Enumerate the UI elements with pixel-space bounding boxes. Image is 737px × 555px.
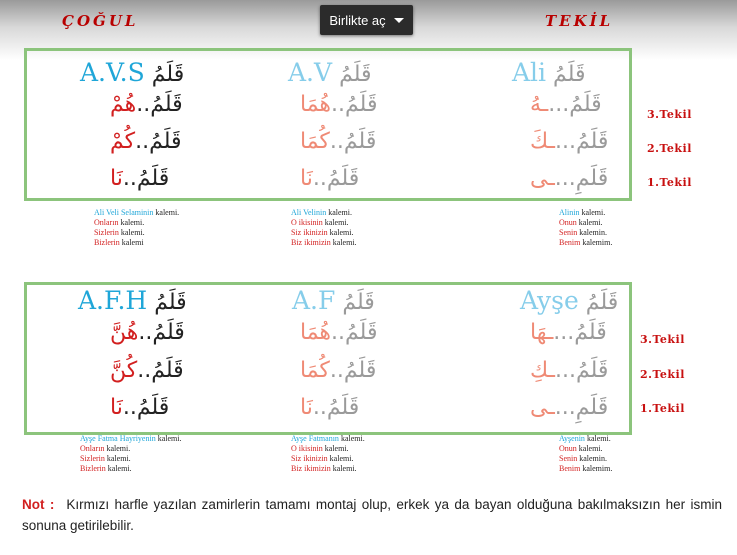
fem-plural-gloss: Ayşe Fatma Hayriyenin kalemi. Onların kalemi. Sizlerin kalemi. Bizlerin kalemi. (80, 434, 182, 473)
open-with-button[interactable] (320, 5, 413, 35)
masc-singular-row-3: قَلَمِ...ـى (530, 166, 609, 191)
masc-plural-row-1: قَلَمُ..هُمْ (110, 92, 183, 117)
masc-plural-head-word: قَلَمُ (151, 62, 185, 87)
fem-singular-gloss: Ayşenin kalemi. Onun kalemi. Senin kalemin. Benim kalemim. (559, 434, 613, 473)
pronoun-suffix: كُنَّ (110, 358, 138, 383)
masc-dual-head: A.V قَلَمُ (288, 58, 372, 87)
fem-singular-label: Ayşe (520, 286, 579, 315)
fem-plural-row-1: قَلَمُ..هُنَّ (110, 320, 185, 345)
fem-dual-head: A.F قَلَمُ (292, 286, 375, 315)
masc-plural-row-2: قَلَمُ..كُمْ (110, 129, 182, 154)
fem-plural-row-2: قَلَمُ..كُنَّ (110, 358, 184, 383)
plural-header: ÇOĞUL (62, 12, 139, 30)
masc-plural-row-3: قَلَمُ..نَا (110, 166, 170, 191)
fem-person-label-3: 3.Tekil (640, 333, 685, 346)
pronoun-suffix: كُمْ (110, 129, 136, 154)
note-paragraph (22, 494, 722, 536)
fem-dual-row-2: قَلَمُ..كُمَا (300, 358, 377, 383)
masc-dual-gloss: Ali Velinin kalemi. O ikisinin kalemi. Siz ikinizin kalemi. Biz ikimizin kalemi. (291, 208, 357, 247)
chevron-down-icon (394, 18, 404, 23)
fem-dual-gloss: Ayşe Fatmanın kalemi. O ikisinin kalemi. Siz ikinizin kalemi. Biz ikimizin kalemi. (291, 434, 365, 473)
person-label-2: 2.Tekil (647, 142, 692, 155)
open-with-label: Birlikte aç (329, 12, 386, 28)
masc-plural-head (80, 58, 184, 87)
fem-singular-row-1: قَلَمُ...ـهَا (530, 320, 607, 345)
masc-singular-head: Ali قَلَمُ (512, 58, 586, 87)
note-text: Kırmızı harfle yazılan zamirlerin tamamı montaj olup, erkek ya da bayan olduğuna bakılmaksızın her ismin sonuna getirilebilir. (22, 497, 722, 533)
masc-singular-row-1: قَلَمُ...ـهُ (530, 92, 602, 117)
fem-plural-head: A.F.H قَلَمُ (78, 286, 187, 315)
fem-person-label-2: 2.Tekil (640, 368, 685, 381)
fem-singular-head: Ayşe قَلَمُ (520, 286, 619, 315)
note-label: Not : (22, 497, 55, 512)
masc-plural-label: A.V.S (80, 58, 145, 87)
masc-dual-label: A.V (288, 58, 333, 87)
fem-dual-label: A.F (292, 286, 336, 315)
person-label-3: 3.Tekil (647, 108, 692, 121)
person-label-1: 1.Tekil (647, 176, 692, 189)
masc-dual-row-2: قَلَمُ..كُمَا (300, 129, 377, 154)
masc-dual-row-3: قَلَمُ..نَا (300, 166, 360, 191)
fem-dual-row-3: قَلَمُ..نَا (300, 395, 360, 420)
masc-dual-row-1: قَلَمُ..هُمَا (300, 92, 378, 117)
masc-singular-row-2: قَلَمُ...ـكَ (530, 129, 609, 154)
fem-singular-row-3: قَلَمِ...ـى (530, 395, 609, 420)
pronoun-suffix: هُنَّ (110, 320, 139, 345)
fem-dual-row-1: قَلَمُ..هُمَا (300, 320, 378, 345)
masc-plural-gloss: Ali Veli Selaminin kalemi. Onların kalemi. Sizlerin kalemi. Bizlerin kalemi (94, 208, 180, 247)
fem-person-label-1: 1.Tekil (640, 402, 685, 415)
masc-singular-gloss: Alinin kalemi. Onun kalemi. Senin kalemin. Benim kalemim. (559, 208, 613, 247)
pronoun-suffix: نَا (110, 166, 123, 191)
fem-plural-label: A.F.H (78, 286, 148, 315)
singular-header: TEKİL (545, 12, 614, 30)
pronoun-suffix: نَا (110, 395, 123, 420)
masc-singular-label: Ali (512, 58, 547, 87)
fem-singular-row-2: قَلَمُ...ـكِ (530, 358, 609, 383)
fem-plural-row-3: قَلَمُ..نَا (110, 395, 170, 420)
pronoun-suffix: هُمْ (110, 92, 137, 117)
